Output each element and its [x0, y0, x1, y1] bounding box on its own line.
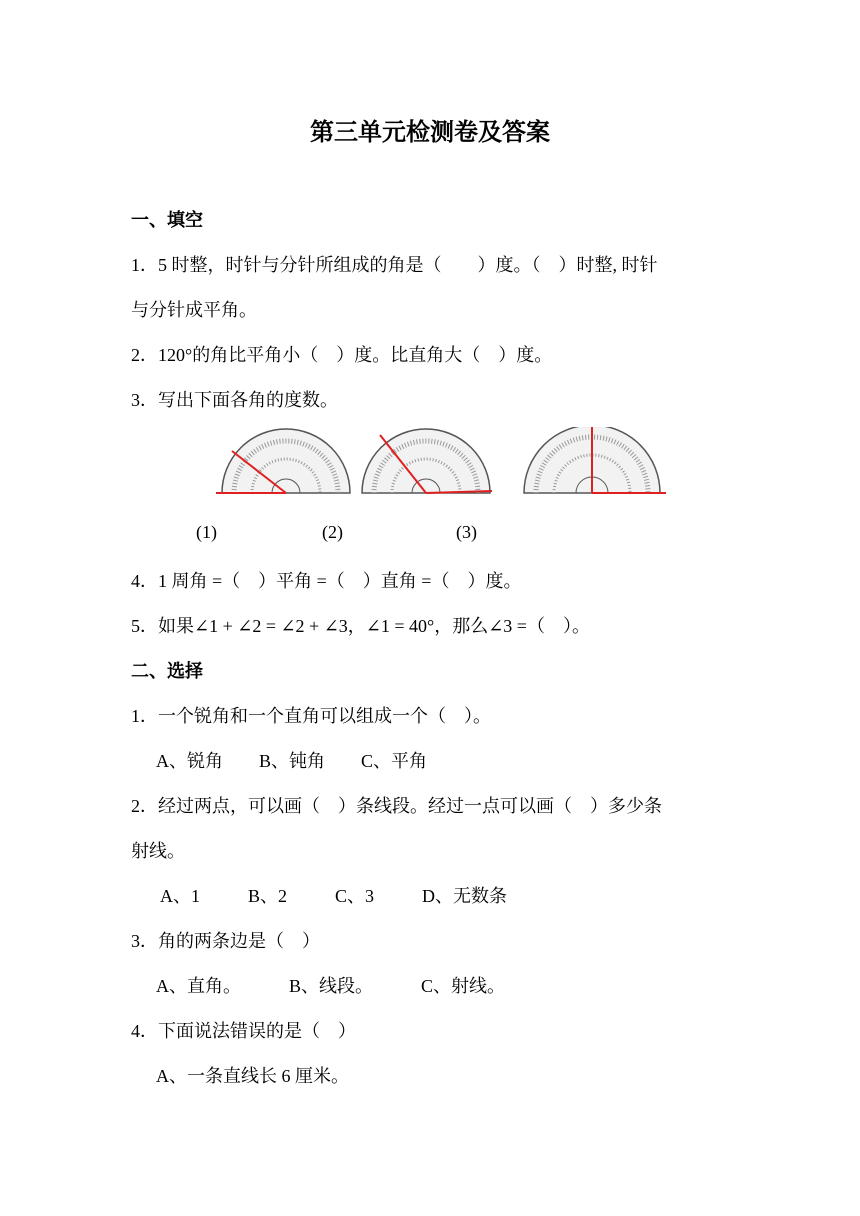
option-a: A、直角。	[156, 976, 241, 996]
figure-caption-3: (3)	[456, 522, 477, 542]
question-5: 5．如果∠1 + ∠2 = ∠2 + ∠3，∠1 = 40°，那么∠3 =（ ）。	[131, 616, 590, 636]
choice-question-2-options	[160, 882, 543, 908]
choice-question-1-options	[156, 747, 463, 773]
protractor-2	[362, 429, 492, 493]
choice-question-2-line-2: 射线。	[131, 841, 185, 861]
choice-question-3-options	[156, 972, 541, 998]
choice-question-1: 1．一个锐角和一个直角可以组成一个（ ）。	[131, 706, 491, 726]
option-d: D、无数条	[422, 886, 508, 906]
protractor-3	[524, 427, 666, 493]
protractor-figures	[212, 427, 672, 499]
section-heading-fill-blank: 一、填空	[131, 210, 203, 231]
question-1-line-1: 1．5 时整，时针与分针所组成的角是（ ）度。（ ）时整, 时针	[131, 255, 658, 275]
question-3: 3．写出下面各角的度数。	[131, 390, 338, 410]
option-b: B、钝角	[259, 751, 326, 771]
option-c: C、射线。	[421, 976, 506, 996]
figure-caption-2: (2)	[322, 522, 343, 542]
option-c: C、3	[335, 886, 375, 906]
option-a: A、锐角	[156, 751, 223, 771]
choice-question-4-option-a: A、一条直线长 6 厘米。	[156, 1066, 349, 1086]
choice-question-3: 3．角的两条边是（ ）	[131, 931, 320, 951]
option-c: C、平角	[361, 751, 428, 771]
protractor-1	[216, 429, 350, 493]
option-b: B、线段。	[289, 976, 374, 996]
question-2: 2．120°的角比平角小（ ）度。比直角大（ ）度。	[131, 345, 553, 365]
option-b: B、2	[248, 886, 288, 906]
choice-question-4: 4．下面说法错误的是（ ）	[131, 1021, 356, 1041]
question-1-line-2: 与分针成平角。	[131, 300, 257, 320]
question-4: 4．1 周角 =（ ）平角 =（ ）直角 =（ ）度。	[131, 571, 522, 591]
section-heading-choice: 二、选择	[131, 661, 203, 682]
choice-question-2-line-1: 2．经过两点，可以画（ ）条线段。经过一点可以画（ ）多少条	[131, 796, 662, 816]
page-title: 第三单元检测卷及答案	[310, 118, 550, 146]
figure-caption-1: (1)	[196, 522, 217, 542]
option-a: A、1	[160, 886, 200, 906]
